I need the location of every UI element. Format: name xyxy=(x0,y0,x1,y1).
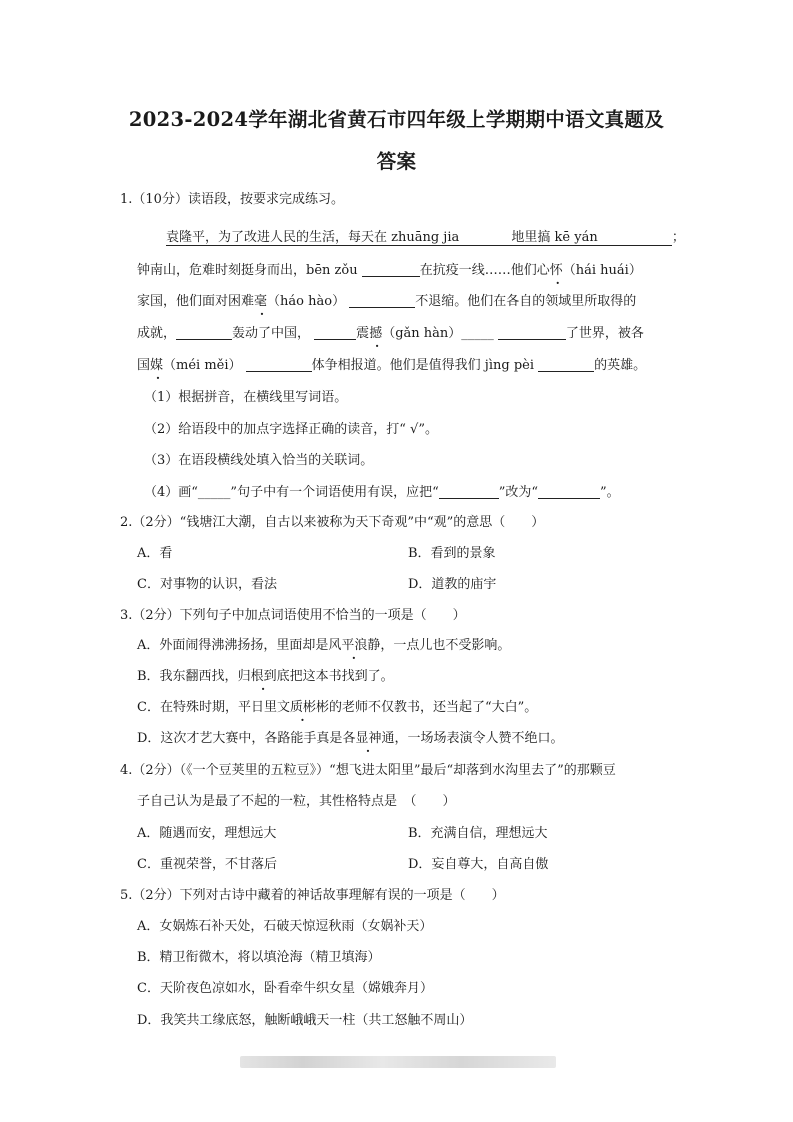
q4-heading: 4.（2分）（《一个豆荚里的五粒豆》）“想飞进太阳里”最后“却落到水沟里去了”的那颗豆 xyxy=(120,763,616,778)
dotted-char: 毫 xyxy=(254,294,268,309)
q5-heading: 5.（2分）下列对古诗中藏着的神话故事理解有误的一项是（ ） xyxy=(120,888,505,903)
q1-heading: 1.（10分）读语段，按要求完成练习。 xyxy=(120,192,344,207)
blank[interactable] xyxy=(314,325,356,340)
q2-option-c[interactable]: C．对事物的认识，看法 xyxy=(137,577,277,592)
q1-passage-line4: 成就， 轰动了中国， 震撼（gǎn hàn）_____ 了世界，被各 xyxy=(137,326,644,341)
blank[interactable] xyxy=(439,484,499,499)
q4-option-a[interactable]: A．随遇而安，理想远大 xyxy=(137,826,277,841)
blank[interactable] xyxy=(246,357,312,372)
blank[interactable] xyxy=(362,262,420,277)
dotted-phrase: 归根到底 xyxy=(237,669,290,684)
blank[interactable] xyxy=(498,325,566,340)
q2-heading: 2.（2分）“钱塘江大潮，自古以来被称为天下奇观”中“观”的意思（ ） xyxy=(120,515,545,530)
dotted-char: 媒 xyxy=(150,358,164,373)
q2-option-d[interactable]: D．道教的庙宇 xyxy=(408,577,497,592)
blank[interactable] xyxy=(349,293,415,308)
q3-option-b[interactable]: B．我东翻西找，归根到底把这本书找到了。 xyxy=(137,669,394,684)
q5-option-a[interactable]: A．女娲炼石补天处，石破天惊逗秋雨（女娲补天） xyxy=(137,919,433,934)
q4-heading-cont: 子自己认为是最了不起的一粒，其性格特点是 （ ） xyxy=(137,794,456,809)
q1-passage-line3: 家国，他们面对困难毫（háo hào） 不退缩。他们在各自的领域里所取得的 xyxy=(137,294,637,309)
underlined-sentence: 袁隆平，为了改进人民的生活，每天在 zhuāng jia 地里搞 kē yán xyxy=(166,230,672,246)
q5-option-d[interactable]: D．我笑共工缘底怒，触断峨峨天一柱（共工怒触不周山） xyxy=(137,1013,473,1028)
q1-sub1: （1）根据拼音，在横线里写词语。 xyxy=(144,390,348,405)
page-title: 2023-2024学年湖北省黄石市四年级上学期期中语文真题及 xyxy=(128,108,665,131)
blank[interactable] xyxy=(538,484,600,499)
q2-option-a[interactable]: A．看 xyxy=(137,546,173,561)
blank[interactable] xyxy=(176,325,232,340)
q3-option-a[interactable]: A．外面闹得沸沸扬扬，里面却是风平浪静，一点儿也不受影响。 xyxy=(137,638,511,653)
q3-heading: 3.（2分）下列句子中加点词语使用不恰当的一项是（ ） xyxy=(120,608,466,623)
dotted-phrase: 文质彬彬 xyxy=(276,700,329,715)
page-title-line2: 答案 xyxy=(376,150,417,173)
q1-passage-line2: 钟南山，危难时刻挺身而出，bēn zǒu 在抗疫一线……他们心怀（hái huái） xyxy=(137,263,642,278)
dotted-phrase: 风平浪静 xyxy=(328,638,381,653)
blurred-footer-watermark xyxy=(240,1056,556,1068)
dotted-phrase: 各显神通 xyxy=(342,731,395,746)
q1-sub3: （3）在语段横线处填入恰当的关联词。 xyxy=(144,453,374,468)
q5-option-b[interactable]: B．精卫衔微木，将以填沧海（精卫填海） xyxy=(137,950,381,965)
q4-option-c[interactable]: C．重视荣誉，不甘落后 xyxy=(137,857,277,872)
q3-option-d[interactable]: D．这次才艺大赛中，各路能手真是各显神通，一场场表演令人赞不绝口。 xyxy=(137,731,564,746)
q4-option-b[interactable]: B．充满自信，理想远大 xyxy=(408,826,548,841)
q3-option-c[interactable]: C．在特殊时期，平日里文质彬彬的老师不仅教书，还当起了“大白”。 xyxy=(137,700,538,715)
blank[interactable] xyxy=(538,357,594,372)
dotted-char: 撼 xyxy=(369,326,383,341)
q1-passage-line1: 袁隆平，为了改进人民的生活，每天在 zhuāng jia 地里搞 kē yán ； xyxy=(166,230,685,245)
dotted-char: 怀 xyxy=(549,263,563,278)
q1-passage-line5: 国媒（méi měi） 体争相报道。他们是值得我们 jìng pèi 的英雄。 xyxy=(137,358,647,373)
q4-option-d[interactable]: D．妄自尊大，自高自傲 xyxy=(408,857,549,872)
q5-option-c[interactable]: C．天阶夜色凉如水，卧看牵牛织女星（嫦娥奔月） xyxy=(137,981,433,996)
q2-option-b[interactable]: B．看到的景象 xyxy=(408,546,496,561)
q1-sub4: （4）画“_____”句子中有一个词语使用有误，应把“ ”改为“ ”。 xyxy=(144,485,620,500)
q1-sub2: （2）给语段中的加点字选择正确的读音，打“ √”。 xyxy=(144,422,438,437)
